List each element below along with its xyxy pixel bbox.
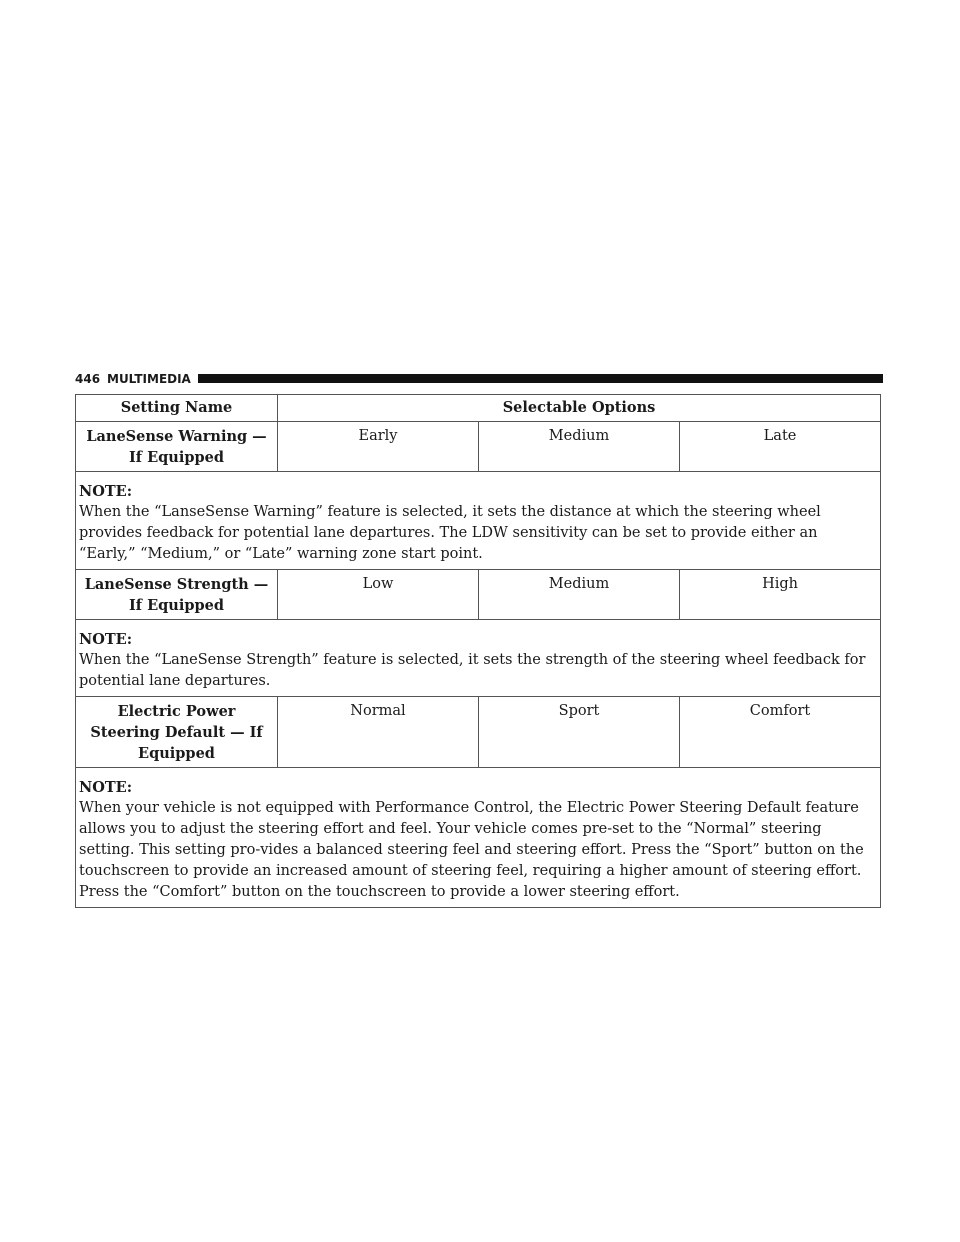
option-cell: Early [278,422,479,472]
section-title: MULTIMEDIA [107,372,191,386]
option-cell: Late [680,422,881,472]
settings-table [75,394,881,908]
note-row [76,768,881,908]
setting-name-cell: LaneSense Warning — If Equipped [76,422,278,472]
header-setting-name: Setting Name [76,395,278,422]
option-cell: Normal [278,697,479,768]
header-rule [198,374,883,383]
note-row [76,472,881,570]
page-header [75,371,883,387]
note-row [76,620,881,697]
table-row [76,697,881,768]
setting-name-cell: Electric Power Steering Default — If Equipped [76,697,278,768]
option-cell: Sport [479,697,680,768]
note-label: NOTE: [79,779,133,796]
option-cell: Medium [479,422,680,472]
note-text: When your vehicle is not equipped with Performance Control, the Electric Power Steering Default feature allows you to adjust the steering effort and feel. Your vehicle comes pre-set to the “Normal” steering setting. This setting pro-vides a balanced steering feel and steering effort. Press the “Sport” button on the touchscreen to provide an increased amount of steering feel, requiring a higher amount of steering effort. Press the “Comfort” button on the touchscreen to provide a lower steering effort. [79,800,864,900]
page-number: 446 [75,372,101,386]
note-label: NOTE: [79,483,133,500]
table-header-row [76,395,881,422]
option-cell: Comfort [680,697,881,768]
header-selectable-options: Selectable Options [278,395,881,422]
table-row [76,570,881,620]
option-cell: Medium [479,570,680,620]
note-cell [76,620,881,697]
note-label: NOTE: [79,631,133,648]
note-text: When the “LanseSense Warning” feature is selected, it sets the distance at which the steering wheel provides feedback for potential lane departures. The LDW sensitivity can be set to provide either an “Early,” “Medium,” or “Late” warning zone start point. [79,504,821,562]
note-cell [76,472,881,570]
setting-name-cell: LaneSense Strength — If Equipped [76,570,278,620]
note-text: When the “LaneSense Strength” feature is selected, it sets the strength of the steering wheel feedback for potential lane departures. [79,652,866,689]
option-cell: High [680,570,881,620]
option-cell: Low [278,570,479,620]
table-row [76,422,881,472]
note-cell [76,768,881,908]
